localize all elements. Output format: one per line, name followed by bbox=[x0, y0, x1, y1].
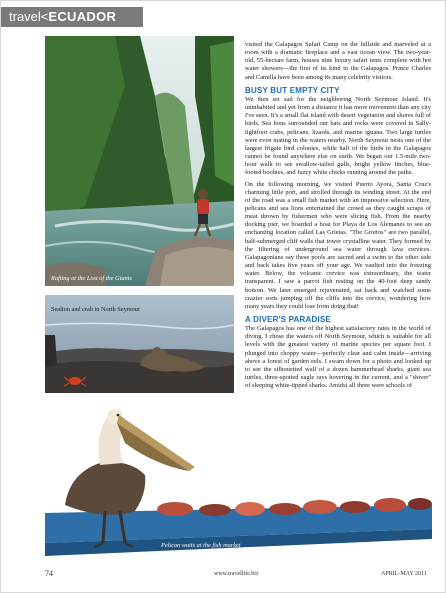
article-para-2: On the following morning, we visited Puerto Ayora, Santa Cruz's charming little port, and strolled through its winding street. At the end of the road was a small fish market with an impressive selection. Here, pelicans and sea lions entertained the crowd as they caught scraps of meat thrown by fishermen who were slicing fish. From the nearby docking pier, we boarded a boat for Playa de Los Alemanes to see an enchanting location called Las Grietas. "The Grottos" are two parallel, half-submerged cliff walls that tower crystalline water. They formed by the filtering of underground sea water through lava crevices. Galapagonians say these pools are sacred and a swim to the other side and back takes five years off your age. We vaulted into the freezing water. Below, the volcanic crevice was extraordinary, the water transparent. I saw a parrot fish resting on the 40-foot deep sandy bottom. We later emerged rejuvenated, sat back and watched some crazier sorts jumping off the cliffs into the crevice, wondering how many years they could lose from doing that! bbox=[245, 180, 431, 310]
footer-url: www.travellife.biz bbox=[214, 571, 259, 577]
sealion-caption: Sealion and crab in North Seymour bbox=[51, 306, 141, 313]
footer-date: APRIL-MAY 2011 bbox=[381, 571, 427, 577]
heading-divers-paradise: A DIVER'S PARADISE bbox=[245, 315, 331, 324]
rafting-caption: Rafting at the Lost of the Giants bbox=[51, 275, 132, 282]
pelican-photo bbox=[45, 393, 432, 556]
section-title: ECUADOR bbox=[48, 9, 117, 24]
section-prefix: travel< bbox=[9, 9, 49, 24]
article-column bbox=[245, 41, 431, 393]
section-tag bbox=[1, 7, 143, 27]
article-para-3: The Galapagos has one of the highest satisfactory rates in the world of diving. I chose the waters off North Seymour, which is suitable for all levels with the greatest variety of marine species per square foot. I plunged into choppy water—perfectly clear and calm inside—arriving above a forest of garden eels. I swam down for a photo and looked up to see the silhouetted wall of a dozen hammerhead sharks, giant sea turtles, three-spotted eagle rays hovering in the current, and a "shiver" of sleeping white-tipped sharks. Amidst all three were schools of bbox=[245, 325, 431, 390]
heading-busy-city: BUSY BUT EMPTY CITY bbox=[245, 85, 340, 95]
article-intro: visited the Galapagos Safari Camp on the hillside and marveled at a room with a dramatic fireplace and a vast ocean view. The two-year-old, 55-hectare farm, houses nine luxury safari tents complete with hot water showers—the first of its kind in the Galapagos. Prince Charles and Camilla have been among its many celebrity visitors. bbox=[245, 41, 431, 81]
page-number: 74 bbox=[45, 569, 53, 578]
pelican-caption: Pelican waits at the fish market bbox=[161, 542, 241, 549]
rafting-photo bbox=[45, 36, 234, 286]
article-para-1: We then set sail for the neighboring North Seymour Island. It's uninhabited and yet from a distance it has more movement than any city I've seen. It's a small flat island with desert vegetation and shores full of birds. Sea lions surrounded our bats and rocks were covered in Sally-lightfoot crabs, pelicans, lizards, and marine iguana. Two large turtles were even mating in the waters nearby. North Seymour nests one of the largest frigate bird colonies, while half of the birds in the Galapagos cannot be found anywhere else on earth. We began our 1.5-mile two-hour walk to see swallow-tailed gulls, bright yellow finches, blue-footed boobies, and fuzzy white chicks running around the paths. bbox=[245, 95, 431, 177]
